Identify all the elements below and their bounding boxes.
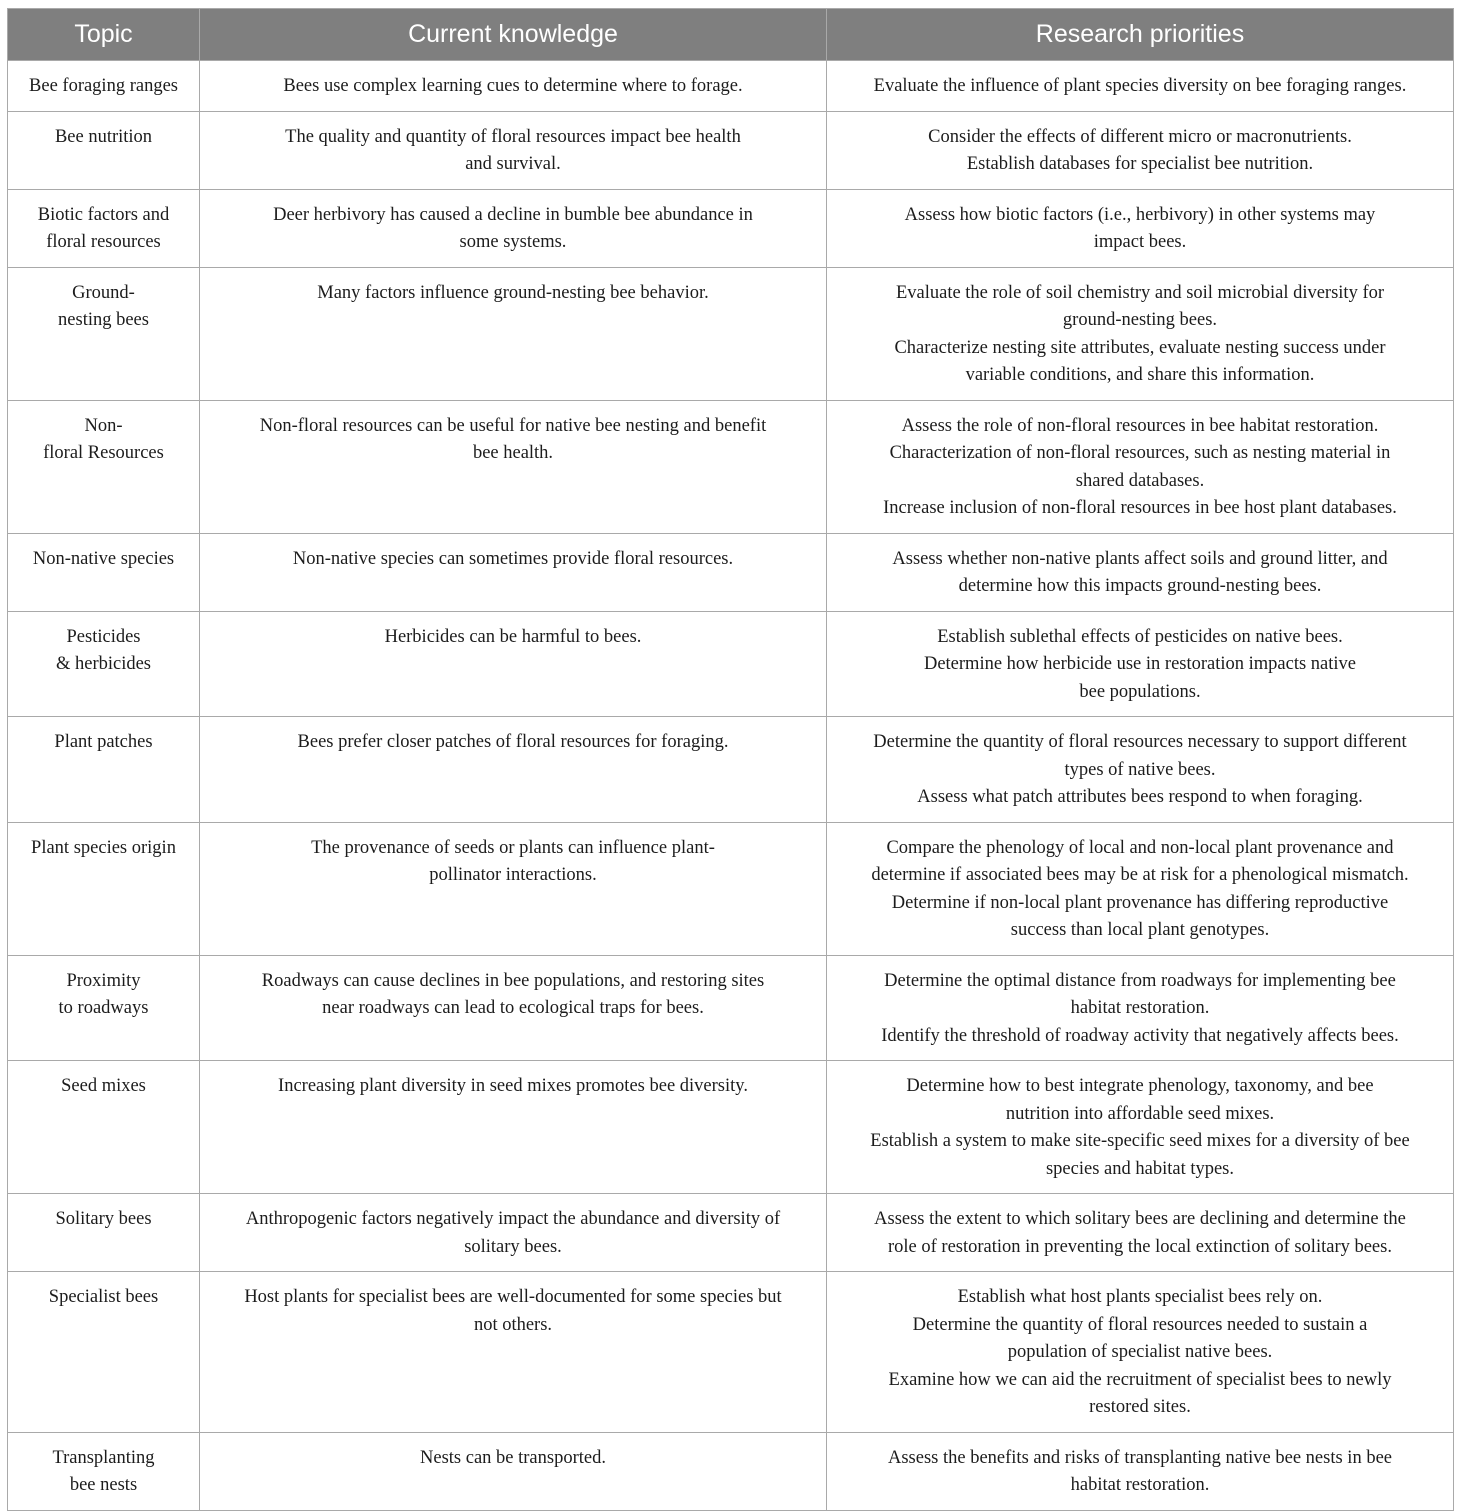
table-row <box>8 822 1454 955</box>
cell-text-line: some systems. <box>459 232 567 252</box>
cell-text-line: Non-native species <box>32 548 175 569</box>
cell-research-priorities <box>827 400 1454 533</box>
cell-text-line: and survival. <box>465 154 561 174</box>
cell-current-knowledge <box>200 111 827 189</box>
cell-text-line: Ground- <box>72 282 135 303</box>
cell-research-priorities <box>827 611 1454 717</box>
cell-text-line: Identify the threshold of roadway activity that negatively affects bees. <box>881 1025 1399 1046</box>
cell-current-knowledge <box>200 611 827 717</box>
cell-text-line: bee populations. <box>1079 681 1201 702</box>
cell-text-line: bee health. <box>472 443 554 463</box>
cell-text-line: determine how this impacts ground-nesting bees. <box>958 576 1322 596</box>
cell-current-knowledge <box>200 1272 827 1433</box>
cell-text-line: floral Resources <box>43 443 164 463</box>
cell-text-line: Transplanting <box>52 1447 155 1468</box>
cell-text-line: Nests can be transported. <box>420 1447 606 1468</box>
cell-research-priorities <box>827 717 1454 823</box>
cell-text-line: Establish sublethal effects of pesticides on native bees. <box>937 626 1343 647</box>
cell-text-line: Establish a system to make site-specific seed mixes for a diversity of bee <box>870 1131 1410 1151</box>
table-row <box>8 717 1454 823</box>
cell-topic <box>8 717 200 823</box>
cell-text-line: Bees use complex learning cues to determine where to forage. <box>283 76 743 96</box>
cell-text-line: Herbicides can be harmful to bees. <box>384 626 642 647</box>
cell-text-line: Determine the quantity of floral resources needed to sustain a <box>912 1314 1368 1335</box>
cell-text-line: impact bees. <box>1093 232 1187 252</box>
cell-text-line: Non- <box>84 415 123 436</box>
cell-text-line: restored sites. <box>1089 1397 1191 1417</box>
cell-text-line: Determine the optimal distance from roadways for implementing bee <box>884 970 1396 991</box>
table-row <box>8 533 1454 611</box>
cell-current-knowledge <box>200 717 827 823</box>
cell-text-line: Characterization of non-floral resources, such as nesting material in <box>889 443 1391 463</box>
table-row <box>8 400 1454 533</box>
cell-text-line: population of specialist native bees. <box>1007 1342 1273 1362</box>
cell-text-line: Roadways can cause declines in bee populations, and restoring sites <box>261 970 765 991</box>
cell-current-knowledge <box>200 189 827 267</box>
header-research-priorities: Research priorities <box>827 9 1454 61</box>
cell-text-line: Deer herbivory has caused a decline in bumble bee abundance in <box>273 204 753 225</box>
cell-research-priorities <box>827 533 1454 611</box>
cell-topic <box>8 111 200 189</box>
cell-topic <box>8 400 200 533</box>
research-table <box>7 8 1454 1511</box>
cell-current-knowledge <box>200 267 827 400</box>
cell-text-line: habitat restoration. <box>1070 998 1210 1018</box>
cell-text-line: Non-native species can sometimes provide floral resources. <box>292 548 734 569</box>
cell-text-line: pollinator interactions. <box>429 865 597 885</box>
cell-text-line: Non-floral resources can be useful for native bee nesting and benefit <box>259 415 767 436</box>
cell-research-priorities <box>827 822 1454 955</box>
cell-topic <box>8 611 200 717</box>
cell-research-priorities <box>827 1432 1454 1510</box>
cell-text-line: shared databases. <box>1075 470 1205 491</box>
table-row <box>8 1194 1454 1272</box>
table-header <box>8 9 1454 61</box>
cell-text-line: to roadways <box>58 998 149 1018</box>
table-body <box>8 61 1454 1511</box>
cell-text-line: Consider the effects of different micro or macronutrients. <box>928 126 1352 147</box>
cell-text-line: Plant patches <box>54 732 153 752</box>
table-row <box>8 1272 1454 1433</box>
table-row <box>8 267 1454 400</box>
cell-text-line: The provenance of seeds or plants can influence plant- <box>311 837 715 858</box>
cell-text-line: ground-nesting bees. <box>1062 310 1218 330</box>
cell-topic <box>8 267 200 400</box>
cell-topic <box>8 822 200 955</box>
cell-text-line: The quality and quantity of floral resources impact bee health <box>285 126 741 147</box>
cell-text-line: role of restoration in preventing the local extinction of solitary bees. <box>888 1236 1392 1257</box>
cell-text-line: Pesticides <box>66 626 141 647</box>
cell-text-line: Many factors influence ground-nesting bee behavior. <box>317 282 709 303</box>
cell-text-line: Determine how herbicide use in restoration impacts native <box>923 654 1357 674</box>
cell-text-line: Proximity <box>66 970 141 991</box>
table-row <box>8 1061 1454 1194</box>
table-row <box>8 611 1454 717</box>
cell-current-knowledge <box>200 533 827 611</box>
cell-text-line: Characterize nesting site attributes, evaluate nesting success under <box>894 337 1386 358</box>
cell-topic <box>8 1061 200 1194</box>
cell-text-line: Solitary bees <box>55 1209 152 1229</box>
cell-current-knowledge <box>200 1061 827 1194</box>
cell-research-priorities <box>827 1194 1454 1272</box>
cell-current-knowledge <box>200 400 827 533</box>
cell-research-priorities <box>827 267 1454 400</box>
cell-research-priorities <box>827 111 1454 189</box>
cell-text-line: Bees prefer closer patches of floral resources for foraging. <box>297 732 729 752</box>
cell-text-line: & herbicides <box>55 654 152 674</box>
cell-text-line: Evaluate the role of soil chemistry and soil microbial diversity for <box>895 282 1385 303</box>
cell-current-knowledge <box>200 61 827 112</box>
cell-text-line: types of native bees. <box>1064 759 1216 780</box>
cell-text-line: Assess what patch attributes bees respond to when foraging. <box>917 787 1363 807</box>
cell-text-line: bee nests <box>69 1475 138 1495</box>
cell-topic <box>8 533 200 611</box>
cell-current-knowledge <box>200 1194 827 1272</box>
cell-topic <box>8 61 200 112</box>
table-row <box>8 955 1454 1061</box>
cell-text-line: not others. <box>473 1314 553 1335</box>
cell-text-line: Determine the quantity of floral resources necessary to support different <box>873 732 1407 752</box>
cell-text-line: Plant species origin <box>31 837 176 858</box>
cell-text-line: Host plants for specialist bees are well-documented for some species but <box>244 1287 782 1307</box>
cell-text-line: nutrition into affordable seed mixes. <box>1005 1103 1275 1124</box>
cell-text-line: Compare the phenology of local and non-local plant provenance and <box>886 837 1394 858</box>
table-row <box>8 1432 1454 1510</box>
cell-text-line: Determine how to best integrate phenology, taxonomy, and bee <box>906 1076 1374 1096</box>
cell-text-line: floral resources <box>46 232 161 252</box>
cell-text-line: Increasing plant diversity in seed mixes promotes bee diversity. <box>278 1076 748 1096</box>
cell-text-line: near roadways can lead to ecological traps for bees. <box>322 998 704 1018</box>
cell-text-line: Assess how biotic factors (i.e., herbivory) in other systems may <box>904 204 1376 225</box>
cell-text-line: Seed mixes <box>61 1076 146 1096</box>
header-topic: Topic <box>8 9 200 61</box>
cell-current-knowledge <box>200 1432 827 1510</box>
cell-text-line: Assess the benefits and risks of transplanting native bee nests in bee <box>887 1447 1392 1468</box>
cell-text-line: species and habitat types. <box>1045 1158 1235 1179</box>
cell-topic <box>8 955 200 1061</box>
cell-text-line: Assess the extent to which solitary bees are declining and determine the <box>874 1209 1406 1229</box>
cell-research-priorities <box>827 955 1454 1061</box>
cell-topic <box>8 189 200 267</box>
cell-current-knowledge <box>200 955 827 1061</box>
cell-text-line: Specialist bees <box>48 1287 159 1307</box>
cell-text-line: nesting bees <box>58 310 149 330</box>
cell-text-line: Evaluate the influence of plant species diversity on bee foraging ranges. <box>873 76 1407 96</box>
cell-text-line: Biotic factors and <box>37 204 170 225</box>
cell-text-line: Bee foraging ranges <box>29 76 178 96</box>
cell-text-line: Determine if non-local plant provenance has differing reproductive <box>891 892 1389 913</box>
header-row <box>8 9 1454 61</box>
cell-text-line: Examine how we can aid the recruitment of specialist bees to newly <box>888 1369 1392 1390</box>
cell-text-line: success than local plant genotypes. <box>1010 920 1270 940</box>
table-row <box>8 111 1454 189</box>
cell-research-priorities <box>827 1061 1454 1194</box>
cell-text-line: Establish databases for specialist bee nutrition. <box>966 154 1314 174</box>
header-current-knowledge: Current knowledge <box>200 9 827 61</box>
cell-text-line: Establish what host plants specialist bees rely on. <box>957 1287 1323 1307</box>
cell-text-line: Assess whether non-native plants affect soils and ground litter, and <box>892 548 1388 569</box>
table-row <box>8 61 1454 112</box>
cell-text-line: solitary bees. <box>464 1236 562 1257</box>
cell-topic <box>8 1432 200 1510</box>
cell-text-line: Bee nutrition <box>54 126 153 147</box>
cell-text-line: Anthropogenic factors negatively impact the abundance and diversity of <box>245 1209 781 1229</box>
cell-text-line: variable conditions, and share this information. <box>965 365 1315 385</box>
cell-text-line: Increase inclusion of non-floral resources in bee host plant databases. <box>883 498 1397 518</box>
cell-research-priorities <box>827 189 1454 267</box>
cell-text-line: Assess the role of non-floral resources in bee habitat restoration. <box>901 415 1379 436</box>
cell-research-priorities <box>827 1272 1454 1433</box>
cell-research-priorities <box>827 61 1454 112</box>
cell-current-knowledge <box>200 822 827 955</box>
cell-text-line: habitat restoration. <box>1070 1475 1210 1495</box>
table-row <box>8 189 1454 267</box>
cell-topic <box>8 1272 200 1433</box>
cell-topic <box>8 1194 200 1272</box>
cell-text-line: determine if associated bees may be at risk for a phenological mismatch. <box>871 865 1409 885</box>
